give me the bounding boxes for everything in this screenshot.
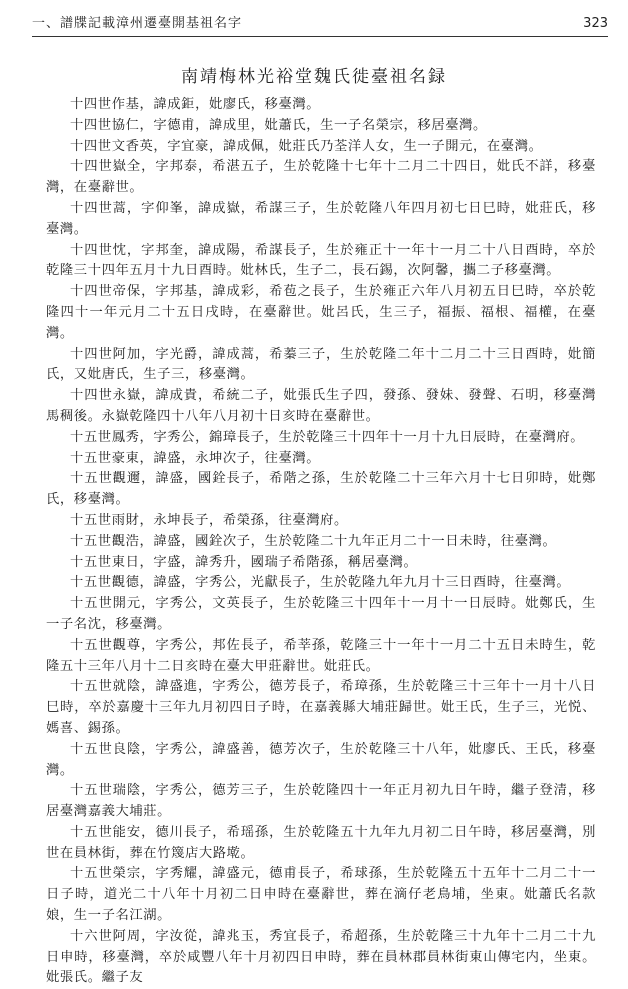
genealogy-entry: 十五世鳳秀，字秀公，錦璋長子，生於乾隆三十四年十一月十九日辰時，在臺灣府。: [70, 429, 585, 445]
genealogy-entry: 十四世文香英，字宜豪，諱成佩，妣莊氏乃荃洋人女，生一子開元，在臺灣。: [70, 138, 543, 154]
genealogy-entry: 十五世良陰，字秀公，諱盛善，德芳次子，生於乾隆三十八年，妣廖氏、王氏，移臺灣。: [46, 741, 596, 778]
genealogy-entry: 十四世忱，字邦奎，諱成陽，希謀長子，生於雍正十一年十一月二十八日酉時，卒於乾隆三十四年五月十九日酉時。妣林氏，生子二，長石錫，次阿馨，攜二子移臺灣。: [46, 242, 596, 279]
genealogy-entry: 十六世阿周，字汝從，諱兆玉，秀宜長子，希超孫，生於乾隆三十九年十二月二十九日申時，移臺灣，卒於咸豐八年十月初四日申時，葬在員林郡員林街東山傳宅内，坐東。妣張氏。繼子友: [46, 928, 596, 986]
genealogy-entry: 十五世就陰，諱盛進，字秀公，德芳長子，希璋孫，生於乾隆三十三年十一月十八日巳時，卒於嘉慶十三年九月初四日子時，在嘉義縣大埔莊歸世。妣王氏，生子三，光悦、媽喜、錫孫。: [46, 679, 596, 736]
genealogy-entry: 十五世開元，字秀公，文英長子，生於乾隆三十四年十一月十一日辰時。妣鄭氏，生一子名沈，移臺灣。: [46, 596, 596, 632]
genealogy-entry: 十四世協仁，字德甫，諱成里，妣蕭氏，生一子名榮宗，移居臺灣。: [70, 117, 487, 133]
genealogy-entry: 十五世觀尊，字秀公，邦佐長子，希莘孫，乾隆三十一年十一月二十五日未時生，乾隆五十三年八月十二日亥時在臺大甲莊辭世。妣莊氏。: [46, 637, 596, 674]
genealogy-entry: 十五世觀德，諱盛，字秀公，光獻長子，生於乾隆九年九月十三日酉時，往臺灣。: [70, 575, 571, 591]
genealogy-entry: 十五世東日，字盛，諱秀升，國瑞子希階孫，稱居臺灣。: [70, 554, 418, 570]
page-number: 323: [583, 16, 608, 31]
genealogy-entry: 十五世觀邇，諱盛，國銓長子，希階之孫，生於乾隆二十三年六月十七日卯時，妣鄭氏，移臺灣。: [46, 471, 596, 508]
genealogy-entry: 十五世瑞陰，字秀公，德芳三子，生於乾隆四十一年正月初九日午時，繼子登清，移居臺灣嘉義大埔莊。: [46, 783, 596, 820]
genealogy-entry: 十五世雨財，永坤長子，希榮孫，往臺灣府。: [70, 512, 348, 528]
genealogy-body: [46, 95, 596, 989]
genealogy-entry: 十五世觀浩，諱盛，國銓次子，生於乾隆二十九年正月二十一日未時，往臺灣。: [70, 533, 557, 549]
genealogy-entry: 十四世帝保，字邦基，諱成彩，希苞之長子，生於雍正六年八月初五日巳時，卒於乾隆四十一年元月二十五日戌時，在臺辭世。妣呂氏，生三子，福振、福根、福權，在臺灣。: [46, 284, 596, 341]
genealogy-entry: 十四世阿加，字光爵，諱成蒿，希蓁三子，生於乾隆二年十二月二十三日酉時，妣簡氏，又妣唐氏，生子三，移臺灣。: [46, 346, 596, 383]
genealogy-entry: 十四世作基，諱成鉅，妣廖氏，移臺灣。: [70, 97, 321, 112]
genealogy-entry: 十五世榮宗，字秀耀，諱盛元，德甫長子，希球孫，生於乾隆五十五年十二月二十一日子時，道光二十八年十月初二日申時在臺辭世，葬在滴仔老鳥埔，坐東。妣蕭氏名款娘，生一子名江湖。: [46, 866, 596, 924]
running-header: [32, 14, 608, 37]
section-title: 南靖梅林光裕堂魏氏徙臺祖名録: [181, 67, 447, 87]
genealogy-entry: 十五世豪東，諱盛，永坤次子，往臺灣。: [70, 450, 321, 466]
genealogy-entry: 十四世嶽全，字邦泰，希湛五子，生於乾隆十七年十二月二十四日，妣氏不詳，移臺灣，在臺辭世。: [46, 159, 596, 196]
genealogy-entry: 十四世永嶽，諱成貴，希統二子，妣張氏生子四，發孫、發妹、發聲、石明，移臺灣馬稠後。永嶽乾隆四十八年八月初十日亥時在臺辭世。: [46, 388, 596, 424]
genealogy-entry: 十四世蒿，字仰峯，諱成嶽，希謀三子，生於乾隆八年四月初七日巳時，妣莊氏，移臺灣。: [46, 200, 596, 237]
chapter-title: 一、譜牒記載漳州遷臺開基祖名字: [32, 16, 243, 31]
genealogy-entry: 十五世能安，德川長子，希瑶孫，生於乾隆五十九年九月初二日午時，移居臺灣，別世在員林街，葬在竹篾店大路墘。: [46, 824, 596, 861]
